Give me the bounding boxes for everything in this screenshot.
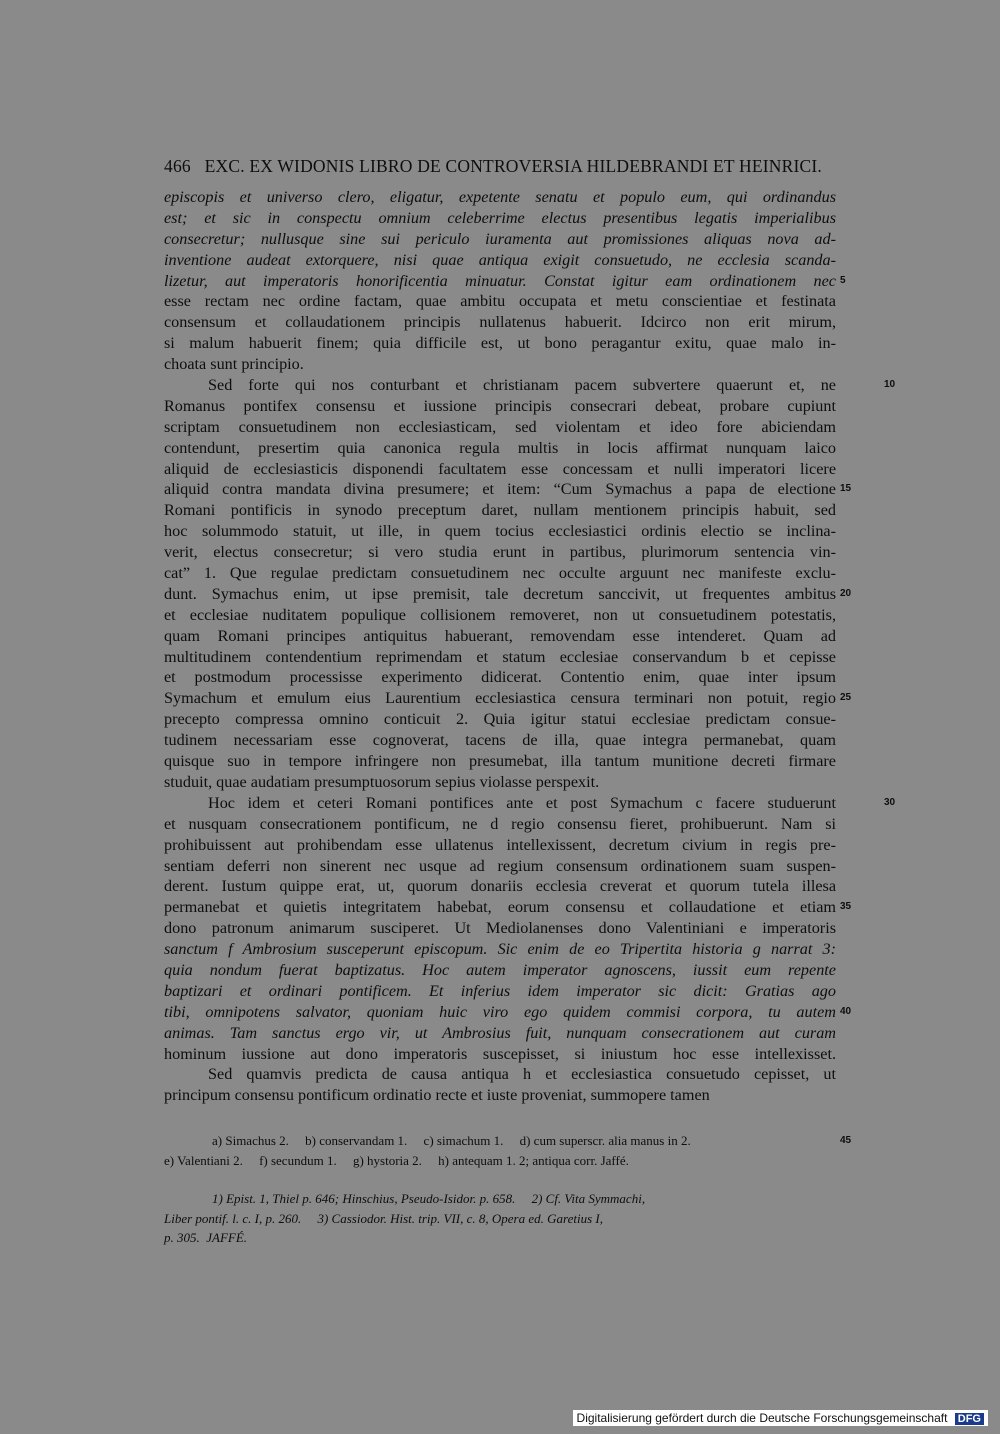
text-line-content: hoc solummodo statuit, ut ille, in quem tocius ecclesiastici ordinis electio se inclina- bbox=[164, 522, 836, 541]
text-line-content: animas. Tam sanctus ergo vir, ut Ambrosius fuit, nunquam consecrationem aut curam bbox=[164, 1023, 836, 1042]
text-line-content: dono patronum animarum susciperet. Ut Mediolanenses dono Valentiniani e imperatoris bbox=[164, 919, 836, 938]
text-line-content: sentiam deferri non sinerent nec usque ad regium consensum ordinationem suam suspen- bbox=[164, 856, 836, 875]
source-note-line-content: Liber pontif. l. c. I, p. 260. 3) Cassiodor. Hist. trip. VII, c. 8, Opera ed. Garetius I, bbox=[164, 1210, 603, 1226]
text-line bbox=[164, 897, 852, 918]
text-line-content: est; et sic in conspectu omnium celeberrime electus presentibus legatis imperialibus bbox=[164, 208, 836, 227]
text-line-content: consecretur; nullusque sine sui periculo iuramenta aut promissiones aliquas nova ad- bbox=[164, 229, 836, 248]
text-line-content: verit, electus consecretur; si vero studia erunt in partibus, plurimorum sentencia vin- bbox=[164, 543, 836, 562]
text-line-content: si malum habuerit finem; quia difficile est, ut bono peragantur exitu, quae malo in- bbox=[164, 334, 836, 353]
text-line bbox=[164, 459, 836, 480]
source-note-line bbox=[164, 1189, 836, 1209]
text-line bbox=[164, 521, 836, 542]
text-line bbox=[164, 1085, 836, 1106]
text-line-content: consensum et collaudationem principis nullatenus habuerit. Idcirco non erit mirum, bbox=[164, 313, 836, 332]
text-line-content: hominum iussione aut dono imperatoris suscepisset, si iniustum hoc esse intellexisset. bbox=[164, 1044, 836, 1063]
text-line-content: permanebat et quietis integritatem habebat, eorum consensu et collaudatione et etiam bbox=[164, 898, 836, 917]
text-line-content: inventione audeat extorquere, nisi quae antiqua exigit consuetudo, ne ecclesia scanda- bbox=[164, 250, 836, 269]
credit-text: Digitalisierung gefördert durch die Deutsche Forschungsgemeinschaft bbox=[576, 1411, 948, 1425]
dfg-credit bbox=[573, 1410, 988, 1426]
text-line bbox=[164, 187, 836, 208]
text-line bbox=[164, 375, 896, 396]
text-line-content: cat” 1. Que regulae predictam consuetudinem nec occulte arguunt nec manifeste exclu- bbox=[164, 564, 836, 583]
text-line-content: quisque suo in tempore infringere non presumebat, illa tantum munitione decreti firmare bbox=[164, 752, 836, 771]
text-line bbox=[164, 939, 836, 960]
text-line bbox=[164, 918, 836, 939]
text-line bbox=[164, 291, 836, 312]
text-line-content: dunt. Symachus enim, ut ipse premisit, tale decretum sanccivit, ut frequentes ambitus bbox=[164, 584, 836, 603]
text-line-content: principum consensu pontificum ordinatio recte et iuste proveniat, summopere tamen bbox=[164, 1086, 710, 1105]
text-line bbox=[164, 396, 836, 417]
text-line-content: precepto compressa omnino conticuit 2. Quia igitur statui ecclesiae predictam consue- bbox=[164, 710, 836, 729]
source-notes bbox=[164, 1189, 836, 1248]
text-line-content: choata sunt principio. bbox=[164, 355, 304, 374]
text-line-content: tibi, omnipotens salvator, quoniam huic viro ego quidem commisi corpora, tu autem bbox=[164, 1002, 836, 1021]
page-number: 466 bbox=[164, 156, 191, 176]
text-line-content: Romani pontificis in synodo preceptum daret, nullam mentionem principis habuit, sed bbox=[164, 501, 836, 520]
running-title: EXC. EX WIDONIS LIBRO DE CONTROVERSIA HILDEBRANDI ET HEINRICI. bbox=[204, 156, 823, 176]
text-line-content: multitudinem contendentium reprimendam et statum ecclesiae conservandum b et cepisse bbox=[164, 647, 836, 666]
text-line bbox=[164, 626, 836, 647]
text-line-content: sanctum f Ambrosium susceperunt episcopum. Sic enim de eo Tripertita historia g narrat 3: bbox=[164, 940, 836, 959]
apparatus-line-content: e) Valentiani 2. f) secundum 1. g) hystoria 2. h) antequam 1. 2; antiqua corr. Jaffé. bbox=[164, 1152, 629, 1168]
text-line-content: studuit, quae audatiam presumptuosorum sepius violasse perspexit. bbox=[164, 772, 600, 791]
text-line-content: baptizari et ordinari pontificem. Et inferius idem imperator sic dicit: Gratias ago bbox=[164, 981, 836, 1000]
text-line bbox=[164, 1064, 836, 1085]
text-line bbox=[164, 981, 836, 1002]
text-line bbox=[164, 417, 836, 438]
text-line bbox=[164, 229, 836, 250]
text-line-content: lizetur, aut imperatoris honorificentia minuatur. Constat igitur eam ordinationem nec bbox=[164, 271, 836, 290]
text-line-content: Sed forte qui nos conturbant et christianam pacem subvertere quaerunt et, ne bbox=[208, 376, 836, 395]
text-line bbox=[164, 835, 836, 856]
text-line bbox=[164, 563, 836, 584]
text-line bbox=[164, 772, 836, 793]
text-line-content: scriptam consuetudinem non ecclesiasticam, sed violentam et ideo fore abiciendam bbox=[164, 417, 836, 436]
text-line bbox=[164, 793, 896, 814]
text-line-content: Symachum et emulum eius Laurentium ecclesiastica censura terminari non potuit, regio bbox=[164, 689, 836, 708]
line-number: 40 bbox=[840, 1005, 852, 1017]
text-line bbox=[164, 876, 836, 897]
line-number: 25 bbox=[840, 692, 852, 704]
text-line-content: Hoc idem et ceteri Romani pontifices ante et post Symachum c facere studuerunt bbox=[208, 793, 836, 812]
text-line bbox=[164, 730, 836, 751]
text-line bbox=[164, 814, 836, 835]
text-line bbox=[164, 667, 836, 688]
text-line-content: Romanus pontifex consensu et iussione principis consecrari debeat, probare cupiunt bbox=[164, 396, 836, 415]
text-line bbox=[164, 856, 836, 877]
apparatus-line bbox=[164, 1131, 852, 1151]
line-number: 30 bbox=[884, 796, 896, 808]
line-number: 35 bbox=[840, 901, 852, 913]
line-number: 5 bbox=[840, 274, 846, 286]
text-line bbox=[164, 1002, 852, 1023]
text-line bbox=[164, 647, 836, 668]
text-line-content: episcopis et universo clero, eligatur, expetente senatu et populo eum, qui ordinandus bbox=[164, 188, 836, 206]
source-note-line bbox=[164, 1228, 836, 1248]
text-line bbox=[164, 500, 836, 521]
text-line-content: aliquid contra mandata divina presumere; et item: “Cum Symachus a papa de electione bbox=[164, 480, 836, 499]
line-number: 15 bbox=[840, 483, 852, 495]
critical-apparatus bbox=[164, 1131, 852, 1170]
text-line bbox=[164, 605, 836, 626]
page-header bbox=[164, 156, 838, 177]
text-line-content: et ecclesiae nuditatem populique collisionem removeret, non ut consuetudinem potestatis, bbox=[164, 605, 836, 624]
source-note-line-content: 1) Epist. 1, Thiel p. 646; Hinschius, Pseudo-Isidor. p. 658. 2) Cf. Vita Symmachi, bbox=[212, 1191, 646, 1206]
text-line-content: prohibuissent aut prohibendam esse ullatenus intellexissent, decretum civium in regis pre- bbox=[164, 835, 836, 854]
text-line-content: et postmodum processisse experimento didicerat. Contentio enim, quae inter ipsum bbox=[164, 668, 836, 687]
text-line-content: Sed quamvis predicta de causa antiqua h et ecclesiastica consuetudo cepisset, ut bbox=[208, 1065, 836, 1084]
text-line-content: esse rectam nec ordine factam, quae ambitu occupata et metu conscientiae et festinata bbox=[164, 292, 836, 311]
text-line bbox=[164, 1023, 836, 1044]
text-line bbox=[164, 960, 836, 981]
text-line bbox=[164, 250, 836, 271]
text-line bbox=[164, 542, 836, 563]
text-line-content: aliquid de ecclesiasticis disponendi facultatem esse concessam et nulli imperatori licere bbox=[164, 459, 836, 478]
text-line bbox=[164, 688, 852, 709]
line-number: 10 bbox=[884, 379, 896, 391]
text-line bbox=[164, 479, 852, 500]
text-line-content: derent. Iustum quippe erat, ut, quorum donariis ecclesia creverat et quorum tutela illesa bbox=[164, 877, 836, 896]
text-line-content: et nusquam consecrationem pontificum, ne d regio consensu fieret, prohibuerunt. Nam si bbox=[164, 814, 836, 833]
text-line bbox=[164, 333, 836, 354]
text-line bbox=[164, 584, 852, 605]
text-line-content: quia nondum fuerat baptizatus. Hoc autem imperator agnoscens, iussit eum repente bbox=[164, 960, 836, 979]
text-line bbox=[164, 312, 836, 333]
apparatus-line-content: a) Simachus 2. b) conservandam 1. c) simachum 1. d) cum superscr. alia manus in 2. bbox=[212, 1133, 691, 1148]
line-number: 45 bbox=[840, 1135, 852, 1146]
text-line-content: tudinem necessariam esse cognoverat, tacens de illa, quae integra permanebat, quam bbox=[164, 731, 836, 750]
text-line bbox=[164, 208, 836, 229]
source-note-line-content: p. 305. JAFFÉ. bbox=[164, 1230, 248, 1245]
text-line bbox=[164, 1044, 836, 1065]
text-line bbox=[164, 709, 836, 730]
dfg-logo: DFG bbox=[955, 1413, 984, 1425]
apparatus-line bbox=[164, 1151, 836, 1171]
text-line bbox=[164, 438, 836, 459]
text-line bbox=[164, 271, 846, 292]
source-note-line bbox=[164, 1209, 836, 1229]
text-line bbox=[164, 751, 836, 772]
text-line-content: quam Romani principes antiquitus habuerant, removendam esse intenderet. Quam ad bbox=[164, 626, 836, 645]
text-line-content: contendunt, presertim quia canonica regula multis in locis affirmat nunquam laico bbox=[164, 438, 836, 457]
main-text bbox=[164, 187, 896, 1106]
text-line bbox=[164, 354, 836, 375]
line-number: 20 bbox=[840, 587, 852, 599]
